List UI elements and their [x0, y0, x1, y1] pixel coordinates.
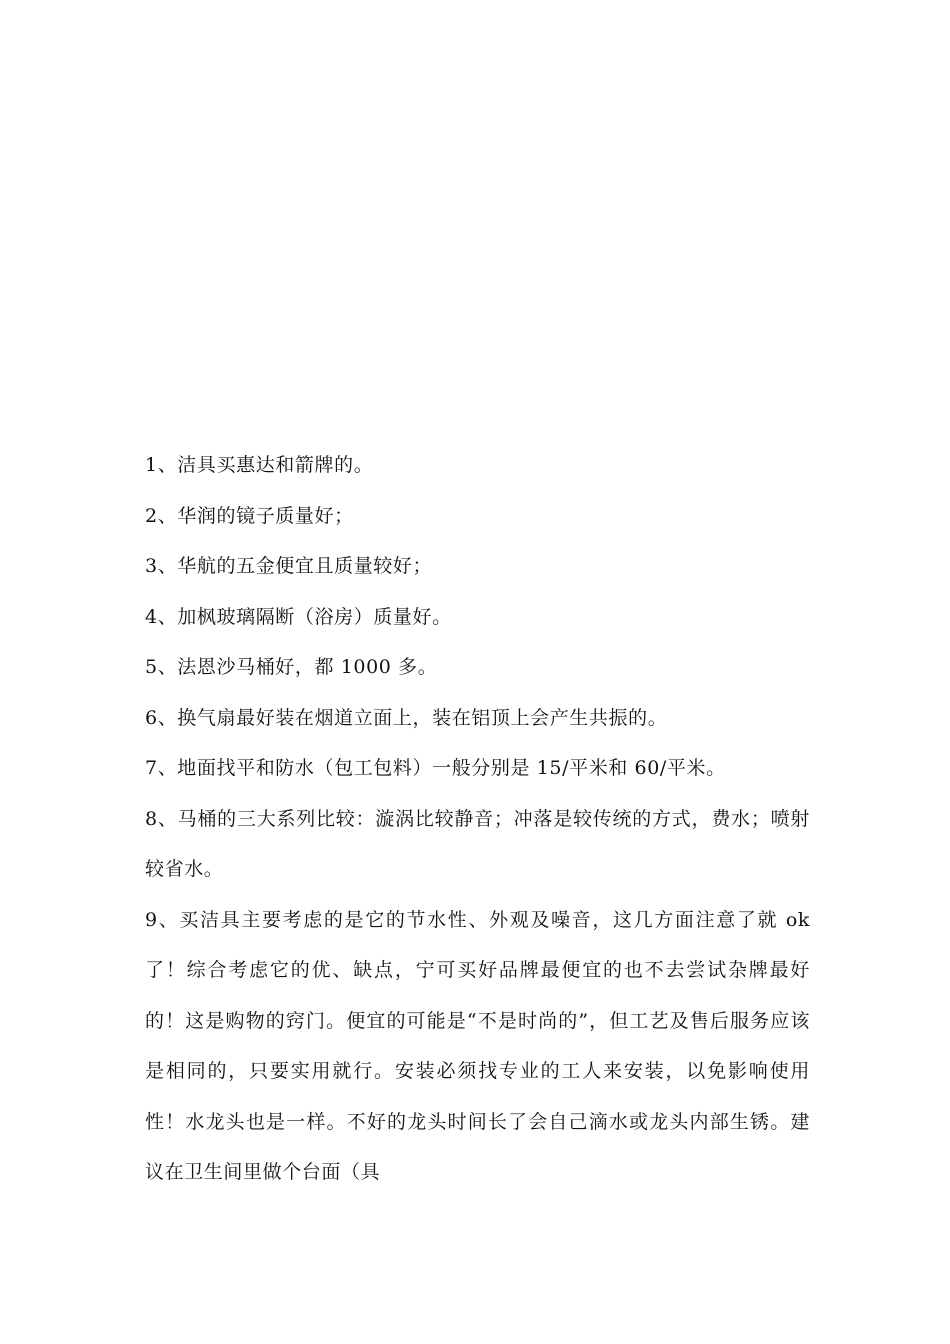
list-item-1: 1、洁具买惠达和箭牌的。 — [145, 454, 374, 476]
list-item-9: 9、买洁具主要考虑的是它的节水性、外观及噪音，这几方面注意了就 ok 了！综合考虑它的优、缺点，宁可买好品牌最便宜的也不去尝试杂牌最好的！这是购物的窍门。便宜的可能是“不是时尚的”，但工艺及售后服务应该是相同的，只要实用就行。安装必须找专业的工人来安装，以免影响使用性！水龙头也是一样。不好的龙头时间长了会自己滴水或龙头内部生锈。建议在卫生间里做个台面（具 — [145, 908, 810, 1183]
list-item-7: 7、地面找平和防水（包工包料）一般分别是 15/平米和 60/平米。 — [145, 757, 726, 779]
list-item-3: 3、华航的五金便宜且质量较好； — [145, 555, 433, 577]
document-body — [145, 440, 810, 1198]
list-item-5: 5、法恩沙马桶好，都 1000 多。 — [145, 656, 438, 678]
list-item-2: 2、华润的镜子质量好； — [145, 504, 354, 527]
list-item-8: 8、马桶的三大系列比较：漩涡比较静音；冲落是较传统的方式，费水；喷射较省水。 — [145, 807, 810, 880]
list-item-4: 4、加枫玻璃隔断（浴房）质量好。 — [145, 605, 452, 628]
list-item-6: 6、换气扇最好装在烟道立面上，装在铝顶上会产生共振的。 — [145, 706, 668, 729]
